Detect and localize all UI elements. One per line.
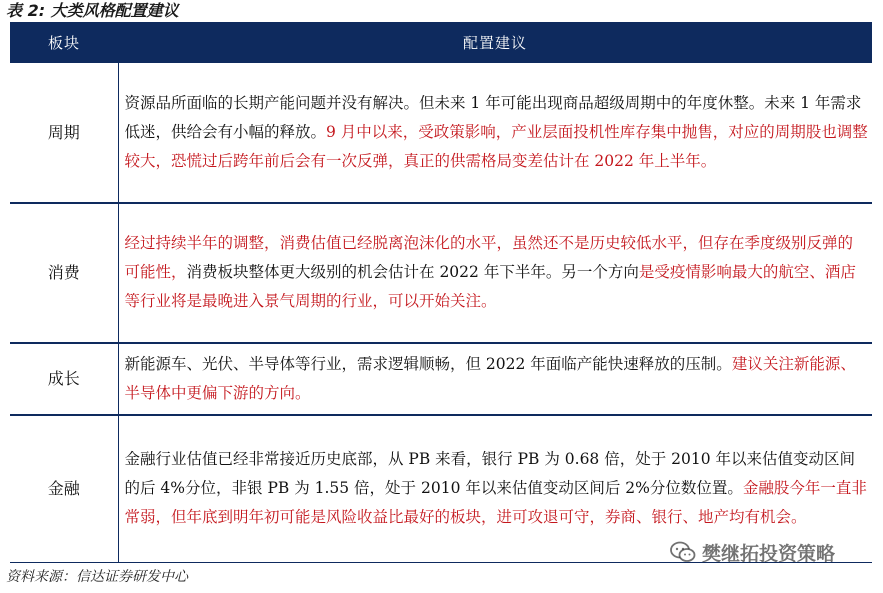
sector-cell: 成长 — [10, 343, 118, 415]
header-advice: 配置建议 — [118, 22, 872, 63]
table-header-row — [10, 22, 872, 63]
watermark — [670, 538, 835, 566]
advice-highlight: 9 月中以来，受政策影响，产业层面投机性库存集中抛售，对应的周期股也调整较大，恐慌过后跨年前后会有一次反弹，真正的供需格局变差估计在 2022 年上半年。 — [124, 122, 868, 170]
advice-text: 金融行业估值已经非常接近历史底部，从 PB 来看，银行 PB 为 0.68 倍，处于 2010 年以来估值变动区间的后 4%分位，非银 PB 为 1.55 倍，处于 2010 年以来估值变动区间后 2%分位数位置。 — [124, 450, 856, 498]
advice-text: 消费板块整体更大级别的机会估计在 2022 年下半年。另一个方向 — [186, 263, 639, 281]
advice-cell — [118, 63, 872, 203]
sector-cell: 金融 — [10, 415, 118, 563]
table-caption: 表 2: 大类风格配置建议 — [6, 1, 179, 20]
sector-cell: 消费 — [10, 203, 118, 343]
advice-highlight: 金融股今年一直非常弱，但年底到明年初可能是风险收益比最好的板块，进可攻退可守，券商、银行、地产均有机会。 — [124, 479, 867, 527]
advice-highlight: 经过持续半年的调整，消费估值已经脱离泡沫化的水平，虽然还不是历史较低水平，但存在季度级别反弹的可能性， — [124, 234, 854, 281]
advice-text: 资源品所面临的长期产能问题并没有解决。但未来 1 年可能出现商品超级周期中的年度休整。未来 1 年需求低迷，供给会有小幅的释放。 — [124, 93, 862, 141]
allocation-table — [10, 22, 872, 563]
advice-cell — [118, 203, 872, 343]
wechat-icon — [670, 541, 696, 563]
sector-cell: 周期 — [10, 63, 118, 203]
advice-cell — [118, 343, 872, 415]
advice-highlight: 是受疫情影响最大的航空、酒店等行业将是最晚进入景气周期的行业，可以开始关注。 — [124, 263, 856, 310]
source-note: 资料来源：信达证券研发中心 — [6, 569, 188, 585]
advice-text: 新能源车、光伏、半导体等行业，需求逻辑顺畅，但 2022 年面临产能快速释放的压制。 — [124, 354, 732, 373]
watermark-text: 樊继拓投资策略 — [702, 542, 836, 565]
advice-highlight: 建议关注新能源、半导体中更偏下游的方向。 — [124, 354, 856, 402]
table-row — [10, 63, 872, 203]
table-row — [10, 343, 872, 415]
header-sector: 板块 — [10, 22, 118, 63]
table-row — [10, 203, 872, 343]
